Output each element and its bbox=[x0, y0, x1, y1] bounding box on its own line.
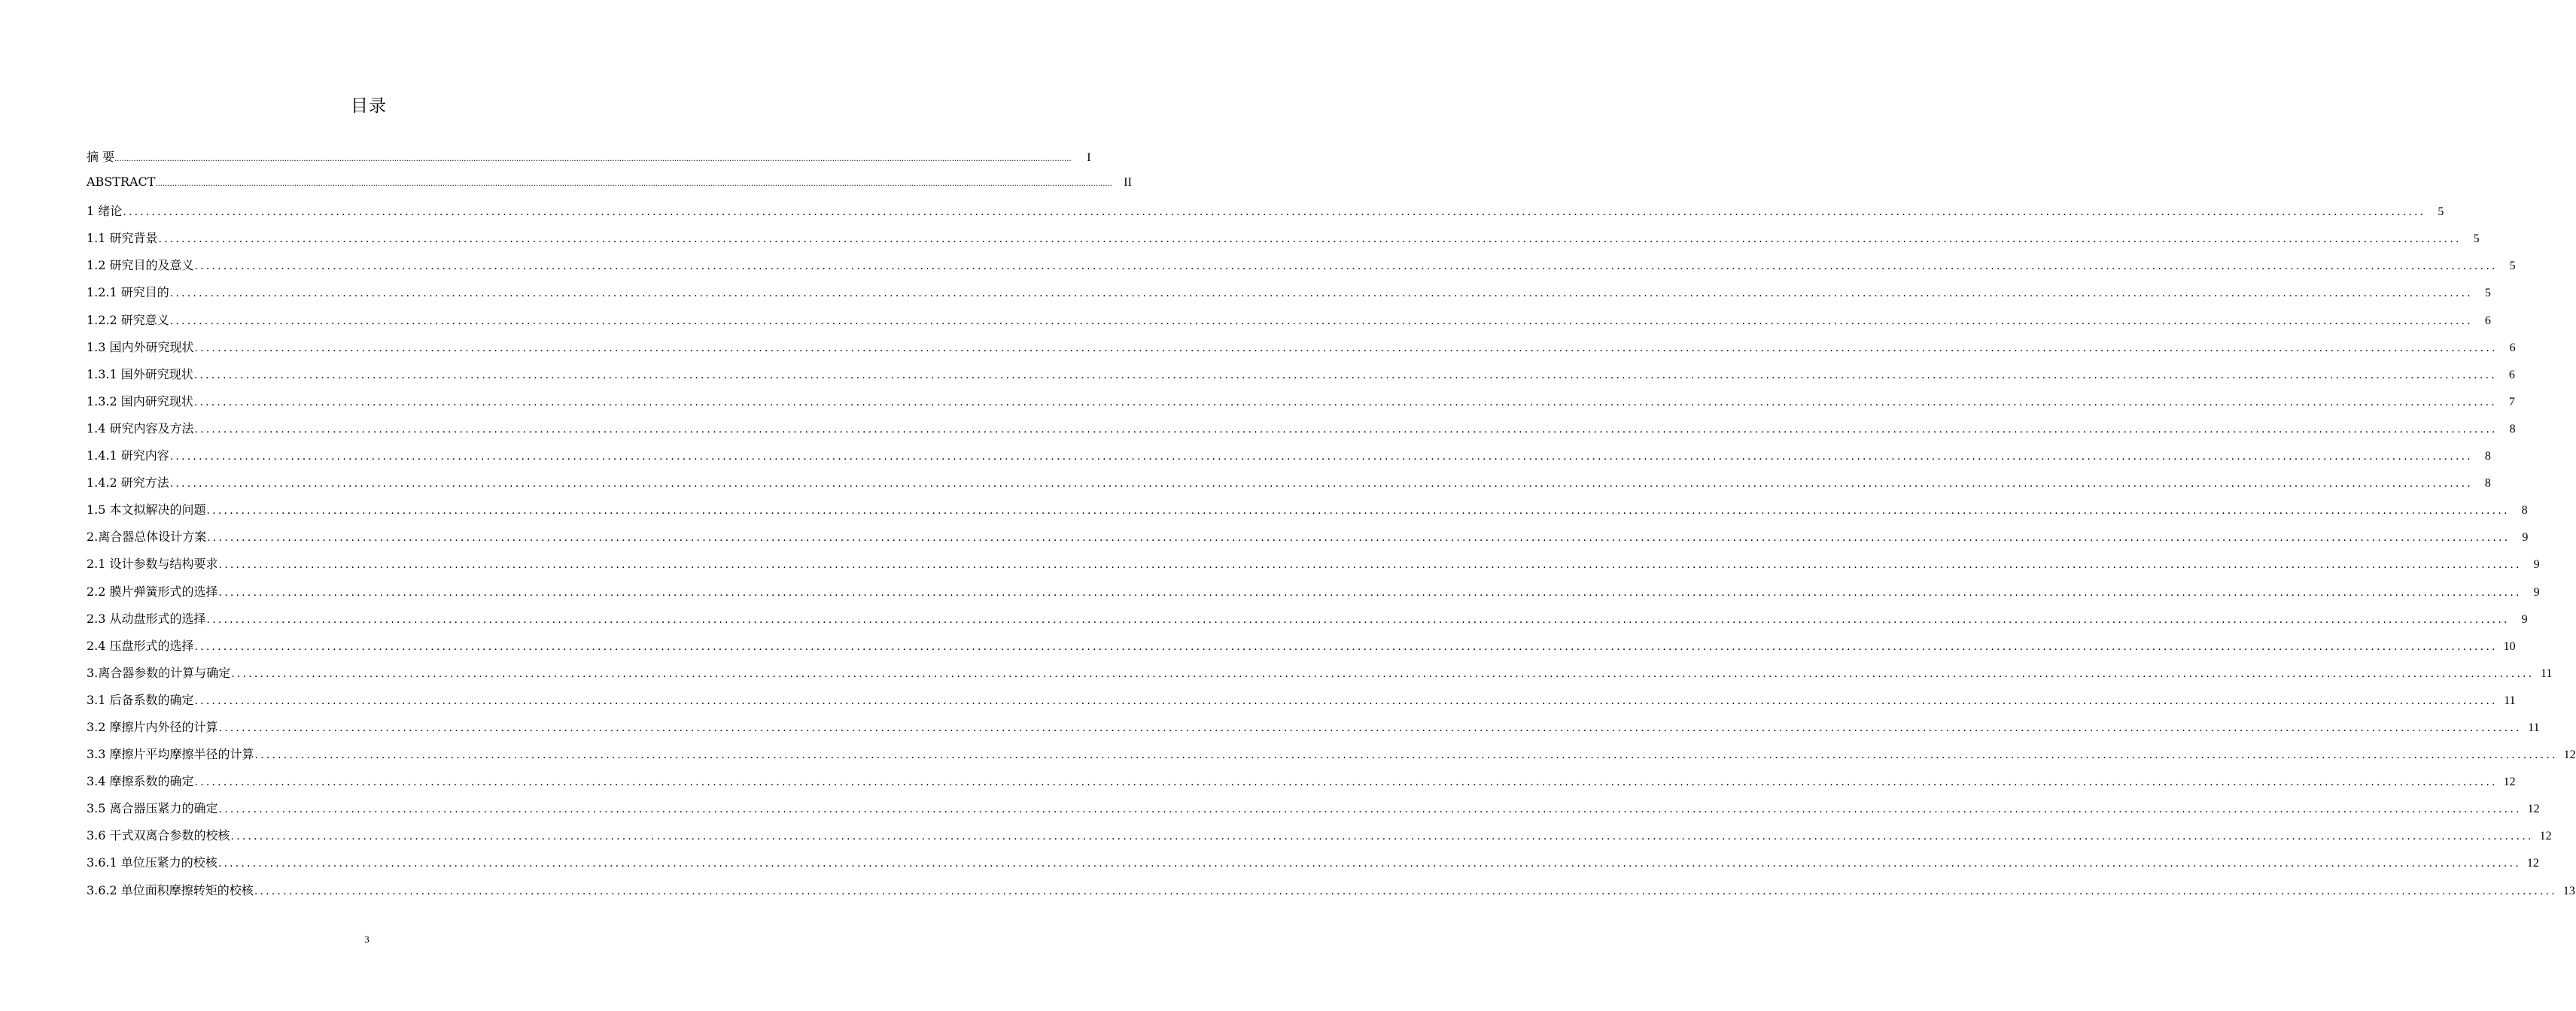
toc-entry-label: 摘 要 bbox=[87, 150, 115, 164]
toc-entry-page: 12 bbox=[2539, 830, 2552, 843]
toc-entry-page: 9 bbox=[2533, 558, 2540, 572]
toc-entry-label: 2.2 膜片弹簧形式的选择 bbox=[87, 584, 218, 599]
toc-leader-dots: ................................................................................................................................................................................................................................................................................................................................................................................................................ bbox=[218, 803, 2522, 816]
toc-leader-dots: ................................................................................................................................................................................................................................................................................................................................................................................................................ bbox=[194, 342, 2498, 354]
toc-entry-label: 1.1 研究背景 bbox=[87, 231, 158, 246]
toc-entry-label: 1.5 本文拟解决的问题 bbox=[87, 502, 206, 518]
toc-entry[interactable] bbox=[87, 229, 2480, 256]
toc-entry-page: II bbox=[1124, 176, 1132, 190]
toc-entry-page: 12 bbox=[2563, 748, 2576, 762]
toc-list bbox=[87, 147, 2576, 908]
toc-entry-label: ABSTRACT bbox=[87, 175, 156, 190]
toc-entry-page: 11 bbox=[2504, 694, 2516, 707]
toc-entry-page: 8 bbox=[2484, 477, 2491, 490]
toc-leader-dots: ................................................................................................................................................................................................................................................................................................................................................................................................................ bbox=[254, 885, 2557, 897]
toc-entry-page: 10 bbox=[2503, 639, 2516, 653]
toc-entry-page: 12 bbox=[2526, 857, 2539, 870]
toc-entry-label: 3.4 摩擦系数的确定 bbox=[87, 774, 194, 789]
toc-entry[interactable] bbox=[87, 554, 2540, 581]
toc-entry[interactable] bbox=[87, 853, 2539, 880]
toc-entry[interactable] bbox=[87, 582, 2540, 609]
toc-entry[interactable] bbox=[87, 500, 2528, 527]
toc-entry[interactable] bbox=[87, 799, 2540, 826]
toc-entry-label: 1.2.2 研究意义 bbox=[87, 312, 169, 327]
toc-entry-label: 1 绪论 bbox=[87, 204, 123, 219]
toc-entry-page: 9 bbox=[2533, 585, 2540, 599]
toc-entry-label: 1.3.2 国内研究现状 bbox=[87, 393, 193, 408]
toc-entry-label: 1.2.1 研究目的 bbox=[87, 285, 169, 300]
toc-leader-dots: ................................................................................................................................................................................................................................................................................................................................................................................................................ bbox=[169, 287, 2473, 300]
toc-entry-page: 5 bbox=[2509, 260, 2516, 273]
toc-entry[interactable] bbox=[87, 311, 2491, 338]
toc-entry-page: I bbox=[1087, 151, 1091, 164]
toc-entry-page: 8 bbox=[2484, 450, 2491, 463]
toc-leader-dots: ................................................................................................................................................................................................................................................................................................................................................................................................................ bbox=[169, 451, 2473, 463]
toc-entry[interactable] bbox=[87, 663, 2553, 691]
toc-entry-label: 1.4.2 研究方法 bbox=[87, 475, 169, 490]
toc-entry-label: 3.2 摩擦片内外径的计算 bbox=[87, 719, 218, 734]
toc-entry[interactable] bbox=[87, 338, 2516, 365]
toc-entry-label: 2.3 从动盘形式的选择 bbox=[87, 611, 206, 626]
toc-entry-page: 5 bbox=[2473, 232, 2480, 246]
toc-leader-dots: ................................................................................................................................................................................................................................................................................................................................................................................................................ bbox=[193, 396, 2497, 408]
toc-entry-label: 3.5 离合器压紧力的确定 bbox=[87, 801, 218, 816]
toc-leader-dots: ................................................................................................................................................................................................................................................................................................................................................................................................................ bbox=[218, 559, 2522, 572]
toc-leader-dots: ................................................................................................................................................................................................................................................................................................................................................................................................................ bbox=[194, 260, 2498, 273]
toc-entry[interactable] bbox=[87, 745, 2576, 772]
toc-entry[interactable] bbox=[87, 147, 1091, 175]
toc-entry-page: 12 bbox=[2503, 776, 2516, 789]
toc-entry-page: 7 bbox=[2508, 395, 2515, 408]
toc-entry-page: 6 bbox=[2509, 341, 2516, 354]
toc-entry-page: 5 bbox=[2438, 205, 2444, 219]
toc-entry-label: 2.4 压盘形式的选择 bbox=[87, 638, 194, 653]
toc-entry[interactable] bbox=[87, 691, 2516, 718]
toc-entry-page: 8 bbox=[2509, 422, 2516, 436]
toc-entry[interactable] bbox=[87, 202, 2444, 229]
toc-entry-label: 1.4 研究内容及方法 bbox=[87, 420, 194, 436]
toc-leader-dots: ................................................................................................................................................................................................................................................................................................................................................................................................................ bbox=[218, 721, 2522, 734]
toc-leader-dots: ................................................................................................................................................................................................................................................................................................................................................................................................................ bbox=[194, 776, 2498, 789]
toc-entry-label: 1.3 国内外研究现状 bbox=[87, 339, 194, 354]
toc-leader-dots: ................................................................................................................................................................................................................................................................................................................................................................................................................ bbox=[206, 613, 2510, 626]
toc-leader-dots: ................................................................................................................................................................................................................................................................................................................................................................................................................ bbox=[158, 233, 2462, 246]
toc-leader-dots: ................................................................................................................................................................................................................................................................................................................................................................................................................ bbox=[206, 505, 2510, 518]
toc-leader-dots: ................................................................................................................................................................................................................................................................................................................................................................................................................ bbox=[217, 858, 2521, 870]
toc-entry-label: 1.3.1 国外研究现状 bbox=[87, 366, 193, 381]
toc-entry[interactable] bbox=[87, 283, 2491, 310]
toc-entry[interactable] bbox=[87, 175, 1132, 202]
toc-leader-dots: ................................................................................................................................................................................................................................................................................................................................................................................................................ bbox=[231, 667, 2535, 680]
toc-entry-label: 2.1 设计参数与结构要求 bbox=[87, 557, 218, 572]
toc-entry-label: 2.离合器总体设计方案 bbox=[87, 530, 207, 545]
toc-entry-page: 5 bbox=[2484, 287, 2491, 300]
toc-entry[interactable] bbox=[87, 609, 2528, 636]
toc-entry[interactable] bbox=[87, 718, 2540, 745]
toc-leader-dots: ................................................................................................................................................................................................................................................................................................................................................................................................................ bbox=[155, 180, 1112, 189]
toc-entry[interactable] bbox=[87, 473, 2491, 500]
toc-entry-page: 6 bbox=[2508, 368, 2515, 381]
toc-entry[interactable] bbox=[87, 881, 2575, 908]
toc-entry[interactable] bbox=[87, 826, 2552, 853]
toc-entry-label: 3.6.2 单位面积摩擦转矩的校核 bbox=[87, 882, 254, 897]
toc-entry[interactable] bbox=[87, 392, 2515, 419]
toc-entry-page: 8 bbox=[2521, 504, 2528, 518]
toc-leader-dots: ................................................................................................................................................................................................................................................................................................................................................................................................................ bbox=[218, 586, 2522, 599]
toc-entry[interactable] bbox=[87, 365, 2515, 392]
toc-entry[interactable] bbox=[87, 636, 2516, 663]
toc-leader-dots: ................................................................................................................................................................................................................................................................................................................................................................................................................ bbox=[207, 532, 2511, 545]
toc-leader-dots: ................................................................................................................................................................................................................................................................................................................................................................................................................ bbox=[194, 423, 2498, 436]
toc-leader-dots: ................................................................................................................................................................................................................................................................................................................................................................................................................ bbox=[194, 694, 2498, 707]
toc-entry[interactable] bbox=[87, 419, 2516, 446]
toc-entry-label: 3.6.1 单位压紧力的校核 bbox=[87, 855, 217, 870]
toc-entry-label: 3.3 摩擦片平均摩擦半径的计算 bbox=[87, 747, 254, 762]
toc-leader-dots: ................................................................................................................................................................................................................................................................................................................................................................................................................ bbox=[169, 314, 2473, 327]
toc-entry[interactable] bbox=[87, 256, 2516, 283]
toc-leader-dots: ................................................................................................................................................................................................................................................................................................................................................................................................................ bbox=[169, 478, 2473, 490]
page-number: 3 bbox=[364, 934, 370, 945]
toc-entry-label: 3.离合器参数的计算与确定 bbox=[87, 665, 231, 680]
toc-leader-dots: ................................................................................................................................................................................................................................................................................................................................................................................................................ bbox=[123, 206, 2426, 219]
toc-entry-page: 13 bbox=[2562, 884, 2575, 897]
toc-leader-dots: ................................................................................................................................................................................................................................................................................................................................................................................................................ bbox=[193, 369, 2497, 381]
toc-entry-page: 9 bbox=[2522, 531, 2529, 545]
toc-entry-label: 3.1 后备系数的确定 bbox=[87, 692, 194, 707]
toc-entry-page: 11 bbox=[2540, 666, 2553, 680]
toc-title: 目录 bbox=[351, 96, 387, 116]
toc-entry[interactable] bbox=[87, 527, 2529, 554]
toc-leader-dots: ................................................................................................................................................................................................................................................................................................................................................................................................................ bbox=[194, 640, 2498, 653]
toc-leader-dots: ................................................................................................................................................................................................................................................................................................................................................................................................................ bbox=[230, 830, 2534, 843]
toc-entry-label: 3.6 干式双离合参数的校核 bbox=[87, 828, 230, 843]
toc-entry-page: 6 bbox=[2484, 314, 2491, 327]
toc-leader-dots: ................................................................................................................................................................................................................................................................................................................................................................................................................ bbox=[254, 749, 2558, 762]
toc-leader-dots: ................................................................................................................................................................................................................................................................................................................................................................................................................ bbox=[114, 155, 1072, 163]
toc-entry[interactable] bbox=[87, 446, 2491, 473]
toc-entry-page: 12 bbox=[2527, 803, 2540, 816]
toc-entry[interactable] bbox=[87, 772, 2516, 799]
toc-entry-label: 1.4.1 研究内容 bbox=[87, 448, 169, 463]
toc-entry-page: 11 bbox=[2528, 721, 2540, 734]
toc-entry-label: 1.2 研究目的及意义 bbox=[87, 258, 194, 273]
toc-entry-page: 9 bbox=[2521, 612, 2528, 626]
